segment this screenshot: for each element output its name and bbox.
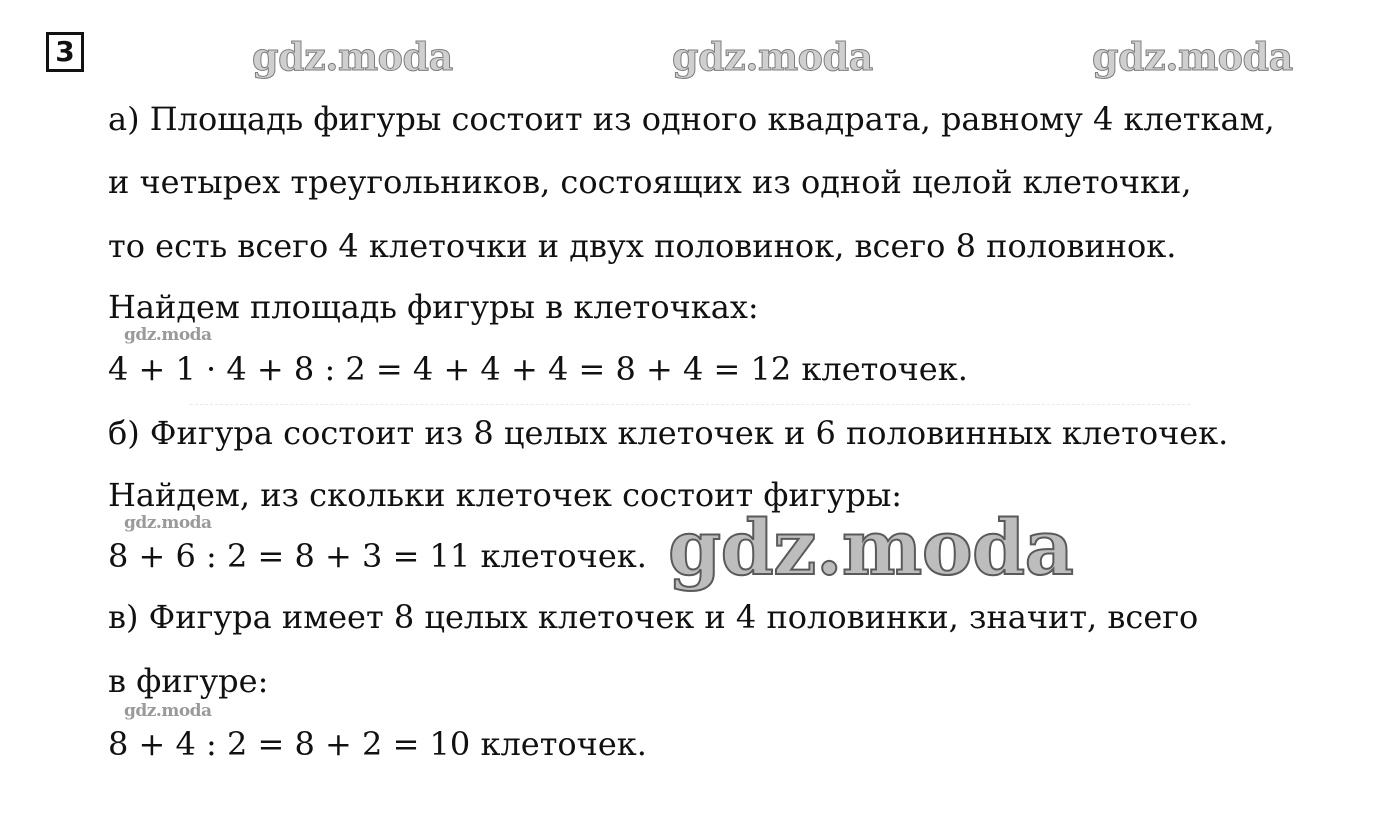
solution-line-b1: б) Фигура состоит из 8 целых клеточек и 6 половинных клеточек. <box>108 414 1229 452</box>
solution-line-b3: 8 + 6 : 2 = 8 + 3 = 11 клеточек. <box>108 537 647 575</box>
solution-line-a4: Найдем площадь фигуры в клеточках: <box>108 288 759 326</box>
solution-line-a1: а) Площадь фигуры состоит из одного квадрата, равному 4 клеткам, <box>108 100 1275 138</box>
solution-line-a5: 4 + 1 · 4 + 8 : 2 = 4 + 4 + 4 = 8 + 4 = 12 клеточек. <box>108 350 968 388</box>
solution-line-a3: то есть всего 4 клеточки и двух половинок, всего 8 половинок. <box>108 227 1177 265</box>
solution-line-c2: в фигуре: <box>108 662 269 700</box>
solution-line-c3: 8 + 4 : 2 = 8 + 2 = 10 клеточек. <box>108 725 647 763</box>
watermark-logo: gdz.moda <box>252 34 453 79</box>
watermark-logo-large: gdz.moda <box>668 503 1074 592</box>
watermark-logo-small: gdz.moda <box>124 325 212 345</box>
watermark-logo-small: gdz.moda <box>124 513 212 533</box>
solution-line-a2: и четырех треугольников, состоящих из одной целой клеточки, <box>108 163 1192 201</box>
solution-line-b2: Найдем, из скольки клеточек состоит фигуры: <box>108 476 903 514</box>
watermark-logo: gdz.moda <box>1092 34 1293 79</box>
watermark-logo: gdz.moda <box>672 34 873 79</box>
watermark-logo-small: gdz.moda <box>124 701 212 721</box>
task-number-badge: 3 <box>46 32 84 72</box>
solution-line-c1: в) Фигура имеет 8 целых клеточек и 4 половинки, значит, всего <box>108 598 1199 636</box>
